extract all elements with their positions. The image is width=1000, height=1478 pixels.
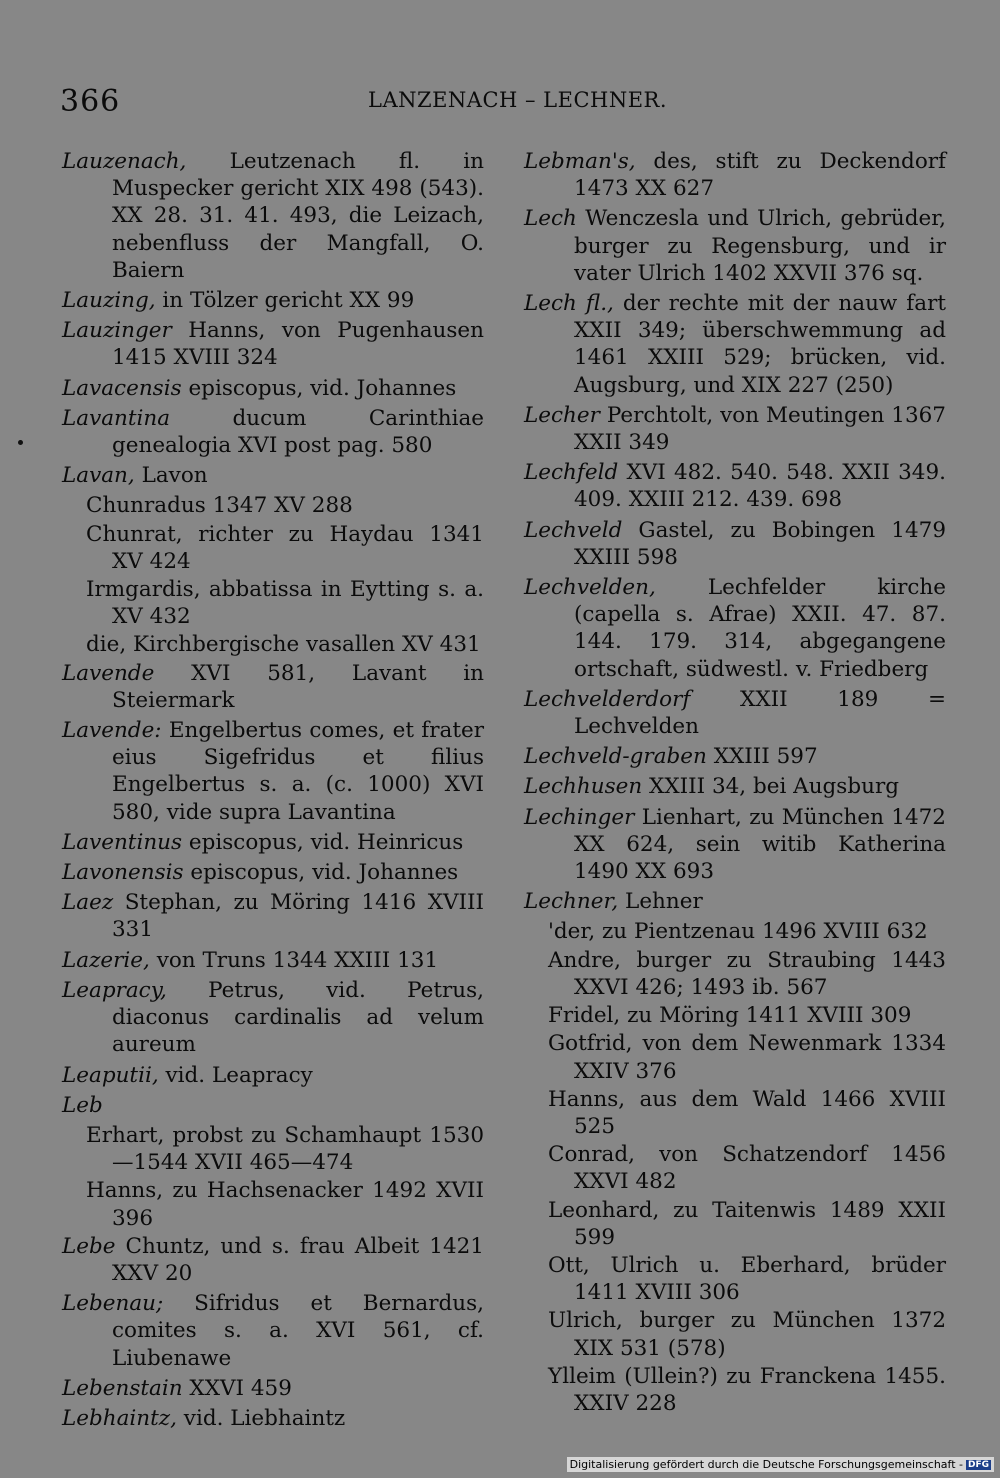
index-entry bbox=[62, 1233, 484, 1287]
entry-text: XXVI 459 bbox=[182, 1375, 292, 1401]
index-entry bbox=[62, 947, 484, 974]
index-entry bbox=[524, 804, 946, 886]
index-entry bbox=[524, 205, 946, 287]
index-entry bbox=[524, 290, 946, 399]
index-entry bbox=[62, 405, 484, 459]
running-head: LANZENACH – LECHNER. bbox=[368, 88, 668, 112]
entry-text: Irmgardis, abbatissa in Eytting s. a. XV 432 bbox=[86, 577, 484, 630]
index-entry bbox=[62, 148, 484, 284]
entry-text: Sifridus et Bernardus, comites s. a. XVI 561, cf. Liubenawe bbox=[112, 1291, 484, 1371]
headword: Lauzing, bbox=[62, 288, 156, 314]
headword: Leb bbox=[62, 1092, 103, 1118]
index-entry bbox=[62, 889, 484, 943]
entry-text: in Tölzer gericht XX 99 bbox=[155, 288, 415, 314]
entry-text: Perchtolt, von Meutingen 1367 XXII 349 bbox=[574, 402, 946, 456]
ink-speck bbox=[18, 440, 23, 445]
entry-text: Lechfelder kirche (capella s. Afrae) XXII. 47. 87. 144. 179. 314, abgegangene ortschaft, südwestl. v. Friedberg bbox=[574, 575, 946, 682]
headword: Lavacensis bbox=[62, 375, 182, 401]
headword: Lebenau; bbox=[62, 1291, 164, 1317]
entry-text: Lavon bbox=[134, 463, 208, 489]
entry-text: Leonhard, zu Taitenwis 1489 XXII 599 bbox=[548, 1197, 946, 1250]
entry-text: Ylleim (Ullein?) zu Franckena 1455. XXIV 228 bbox=[548, 1363, 946, 1416]
entry-text: Engelbertus comes, et frater eius Sigefridus et filius Engelbertus s. a. (c. 1000) XVI 580, vide supra Lavantina bbox=[112, 718, 484, 825]
index-entry bbox=[62, 375, 484, 402]
headword: Lechvelden, bbox=[524, 575, 656, 601]
entry-text: XVI 581, Lavant in Steiermark bbox=[112, 660, 484, 713]
entry-text: Leutzenach fl. in Muspecker gericht XIX 498 (543). XX 28. 31. 41. 493, die Leizach, nebenfluss der Mangfall, O. Baiern bbox=[112, 149, 484, 283]
entry-text: Chuntz, und s. frau Albeit 1421 XXV 20 bbox=[112, 1233, 484, 1286]
entry-text: Petrus, vid. Petrus, diaconus cardinalis ad velum aureum bbox=[112, 977, 484, 1058]
index-entry bbox=[524, 773, 946, 800]
headword: Lech bbox=[524, 206, 577, 232]
headword: Leaputii, bbox=[62, 1062, 159, 1088]
entry-text: Wenczesla und Ulrich, gebrüder, burger zu Regensburg, und ir vater Ulrich 1402 XXVII 376 sq. bbox=[574, 206, 946, 286]
entry-text: Lehner bbox=[618, 889, 703, 915]
footer-credit bbox=[567, 1457, 994, 1472]
index-entry bbox=[62, 287, 484, 314]
index-subentry bbox=[524, 1363, 946, 1417]
entry-text: Hanns, zu Hachsenacker 1492 XVII 396 bbox=[86, 1178, 484, 1231]
index-subentry bbox=[524, 918, 946, 945]
headword: Lauzenach, bbox=[62, 149, 187, 174]
headword: Lavan, bbox=[62, 463, 135, 489]
headword: Lech fl., bbox=[524, 291, 614, 317]
entry-text: der rechte mit der nauw fart XXII 349; überschwemmung ad 1461 XXIII 529; brücken, vid. Augsburg, und XIX 227 (250) bbox=[574, 291, 946, 398]
entry-text: Chunrat, richter zu Haydau 1341 XV 424 bbox=[86, 521, 484, 574]
index-entry bbox=[524, 743, 946, 770]
index-entry bbox=[524, 148, 946, 202]
headword: Leapracy, bbox=[62, 977, 167, 1003]
entry-text: Erhart, probst zu Schamhaupt 1530—1544 XVII 465—474 bbox=[86, 1122, 484, 1176]
headword: Lazerie, bbox=[62, 947, 150, 973]
entry-text: Fridel, zu Möring 1411 XVIII 309 bbox=[548, 1003, 912, 1029]
entry-text: des, stift zu Deckendorf 1473 XX 627 bbox=[574, 149, 946, 202]
headword: Lecher bbox=[524, 402, 600, 428]
index-entry bbox=[62, 1405, 484, 1432]
index-entry bbox=[524, 574, 946, 683]
footer-text: Digitalisierung gefördert durch die Deutsche Forschungsgemeinschaft - bbox=[569, 1458, 963, 1471]
headword: Lechhusen bbox=[524, 774, 643, 800]
index-subentry bbox=[62, 1122, 484, 1176]
headword: Lavantina bbox=[62, 405, 171, 431]
headword: Lavende bbox=[62, 660, 155, 686]
index-subentry bbox=[62, 1177, 484, 1231]
index-subentry bbox=[62, 631, 484, 658]
headword: Laez bbox=[62, 890, 114, 916]
entry-text: XVI 482. 540. 548. XXII 349. 409. XXIII 212. 439. 698 bbox=[574, 460, 946, 513]
entry-text: XXII 189 = Lechvelden bbox=[574, 686, 946, 740]
entry-text: XXIII 597 bbox=[706, 744, 818, 770]
entry-text: vid. Leapracy bbox=[158, 1062, 313, 1088]
headword: Lechner, bbox=[524, 889, 619, 915]
entry-text: episcopus, vid. Johannes bbox=[181, 375, 457, 401]
index-entry bbox=[62, 1290, 484, 1372]
headword: Lebenstain bbox=[62, 1375, 183, 1401]
index-subentry bbox=[524, 1086, 946, 1140]
index-subentry bbox=[524, 1141, 946, 1195]
index-entry bbox=[62, 660, 484, 714]
entry-text: Ott, Ulrich u. Eberhard, brüder 1411 XVIII 306 bbox=[548, 1252, 946, 1306]
entry-text: 'der, zu Pientzenau 1496 XVIII 632 bbox=[548, 919, 928, 945]
headword: Lavonensis bbox=[62, 860, 184, 886]
index-entry bbox=[524, 459, 946, 513]
headword: Lauzinger bbox=[62, 318, 172, 344]
headword: Lebman's, bbox=[524, 149, 636, 174]
entry-text: episcopus, vid. Heinricus bbox=[182, 829, 464, 855]
index-subentry bbox=[524, 1197, 946, 1251]
entry-text: Chunradus 1347 XV 288 bbox=[86, 493, 353, 519]
page-number: 366 bbox=[60, 84, 121, 119]
entry-text: Andre, burger zu Straubing 1443 XXVI 426; 1493 ib. 567 bbox=[548, 947, 946, 1000]
index-entry bbox=[62, 717, 484, 826]
index-entry bbox=[524, 402, 946, 456]
entry-text: Hanns, aus dem Wald 1466 XVIII 525 bbox=[548, 1086, 946, 1139]
entry-text: episcopus, vid. Johannes bbox=[183, 860, 459, 886]
entry-text: die, Kirchbergische vasallen XV 431 bbox=[86, 632, 481, 658]
dfg-logo: DFG bbox=[967, 1459, 989, 1470]
entry-text: ducum Carinthiae genealogia XVI post pag. 580 bbox=[112, 405, 484, 459]
entry-text: vid. Liebhaintz bbox=[176, 1405, 346, 1431]
headword: Lebhaintz, bbox=[62, 1405, 177, 1431]
index-entry bbox=[62, 829, 484, 856]
index-entry bbox=[62, 1062, 484, 1089]
index-subentry bbox=[524, 1307, 946, 1361]
right-column bbox=[524, 148, 946, 1418]
entry-text: Conrad, von Schatzendorf 1456 XXVI 482 bbox=[548, 1142, 946, 1195]
index-entry bbox=[62, 977, 484, 1059]
entry-text: Hanns, von Pugenhausen 1415 XVIII 324 bbox=[112, 318, 484, 371]
headword: Laventinus bbox=[62, 829, 183, 855]
headword: Lechveld-graben bbox=[524, 744, 707, 770]
left-column bbox=[62, 148, 484, 1435]
headword: Lavende: bbox=[62, 718, 162, 744]
index-subentry bbox=[524, 1002, 946, 1029]
index-subentry bbox=[524, 1030, 946, 1084]
index-subentry bbox=[62, 492, 484, 519]
index-subentry bbox=[62, 521, 484, 575]
entry-text: XXIII 34, bei Augsburg bbox=[642, 774, 899, 800]
index-subentry bbox=[62, 576, 484, 630]
entry-text: Stephan, zu Möring 1416 XVIII 331 bbox=[112, 890, 484, 943]
index-entry bbox=[62, 1375, 484, 1402]
index-entry bbox=[524, 888, 946, 915]
index-entry bbox=[524, 686, 946, 740]
headword: Lechveld bbox=[524, 517, 623, 543]
headword: Lebe bbox=[62, 1233, 116, 1259]
headword: Lechinger bbox=[524, 804, 635, 830]
index-subentry bbox=[524, 947, 946, 1001]
headword: Lechfeld bbox=[524, 460, 619, 486]
entry-text: Lienhart, zu München 1472 XX 624, sein witib Katherina 1490 XX 693 bbox=[574, 804, 946, 885]
index-entry bbox=[62, 317, 484, 371]
entry-text: Gastel, zu Bobingen 1479 XXIII 598 bbox=[574, 517, 946, 570]
entry-text: Ulrich, burger zu München 1372 XIX 531 (578) bbox=[548, 1308, 946, 1361]
headword: Lechvelderdorf bbox=[524, 686, 691, 712]
entry-text: Gotfrid, von dem Newenmark 1334 XXIV 376 bbox=[548, 1031, 946, 1084]
entry-text: von Truns 1344 XXIII 131 bbox=[149, 947, 439, 973]
index-subentry bbox=[524, 1252, 946, 1306]
index-entry bbox=[524, 517, 946, 571]
index-entry bbox=[62, 859, 484, 886]
index-entry bbox=[62, 462, 484, 489]
index-entry bbox=[62, 1092, 484, 1119]
